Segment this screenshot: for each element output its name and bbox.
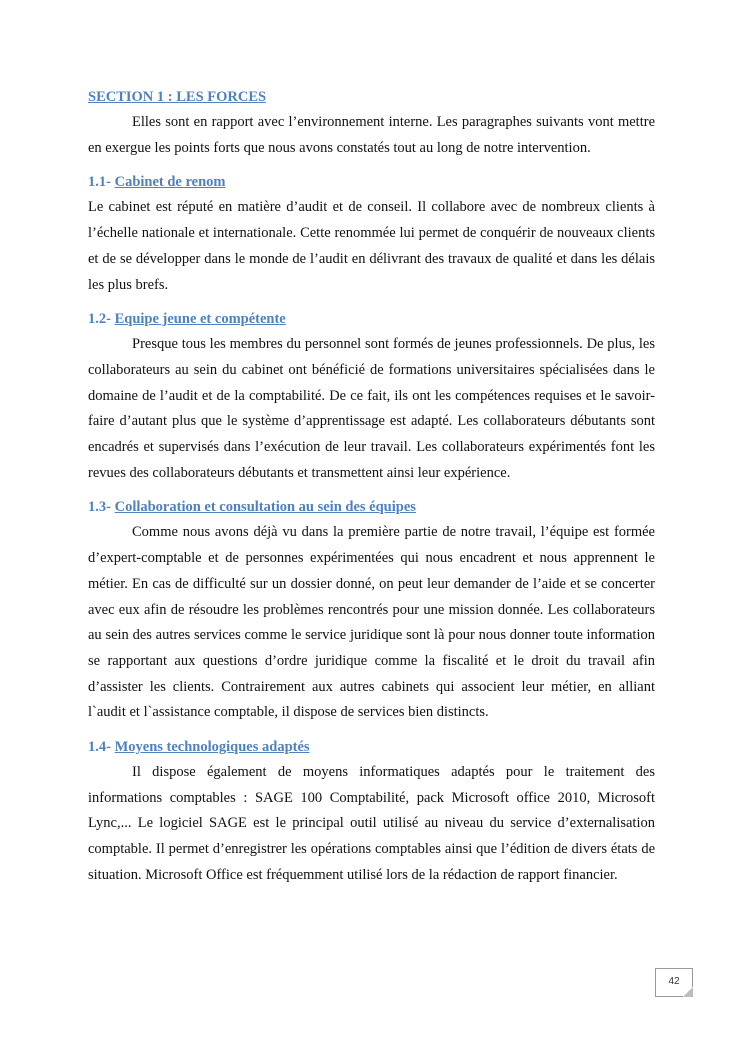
subsection-number: 1.3-: [88, 499, 111, 516]
subsection-heading-1-4: [88, 736, 655, 758]
subsection-title: Collaboration et consultation au sein des équipes: [114, 499, 416, 516]
subsection-number: 1.4-: [88, 739, 111, 756]
intro-paragraph: Elles sont en rapport avec l’environnement interne. Les paragraphes suivants vont mettre en exergue les points forts que nous avons constatés tout au long de notre intervention.: [88, 114, 655, 156]
document-page: [88, 86, 655, 889]
page-number: 42: [668, 976, 680, 987]
section-title: SECTION 1 : LES FORCES: [88, 89, 267, 105]
page-curl-icon: [683, 987, 693, 997]
subsection-number: 1.2-: [88, 311, 111, 328]
subsection-heading-1-3: [88, 496, 655, 518]
subsection-title: Cabinet de renom: [114, 174, 226, 191]
subsection-number: 1.1-: [88, 174, 111, 191]
subsection-heading-1-1: [88, 171, 655, 193]
subsection-title: Moyens technologiques adaptés: [114, 739, 310, 756]
subsection-title: Equipe jeune et compétente: [114, 311, 286, 328]
subsection-paragraph-1-2: Presque tous les membres du personnel sont formés de jeunes professionnels. De plus, les collaborateurs au sein du cabinet ont bénéficié de formations universitaires spécialisées dans le domaine de l’audit et de la comptabilité. De ce fait, ils ont les compétences requises et le savoir-faire d’autant plus que le système d’apprentissage est adapté. Les collaborateurs débutants sont encadrés et supervisés dans l’exécution de leur travail. Les collaborateurs expérimentés font les revues des collaborateurs débutants et transmettent ainsi leur expérience.: [88, 336, 655, 481]
subsection-paragraph-1-4: Il dispose également de moyens informatiques adaptés pour le traitement des informations comptables : SAGE 100 Comptabilité, pack Microsoft office 2010, Microsoft Lync,... Le logiciel SAGE est le principal outil utilisé au niveau du service d’externalisation comptable. Il permet d’enregistrer les opérations comptables ainsi que l’édition de divers états de situation. Microsoft Office est fréquemment utilisé lors de la rédaction de rapport financier.: [88, 764, 655, 883]
subsection-heading-1-2: [88, 308, 655, 330]
subsection-paragraph-1-3: Comme nous avons déjà vu dans la première partie de notre travail, l’équipe est formée d’expert-comptable et de personnes expérimentées qui nous encadrent et nous apprennent le métier. En cas de difficulté sur un dossier donné, on peut leur demander de l’aide et se concerter avec eux afin de résoudre les problèmes rencontrés pour une mission donnée. Les collaborateurs au sein des autres services comme le service juridique sont là pour nous donner toute information se rapportant aux questions d’ordre juridique comme la fiscalité et le droit du travail afin d’assister les clients. Contrairement aux autres cabinets qui associent leur métier, en alliant l`audit et l`assistance comptable, il dispose de services bien distincts.: [88, 524, 655, 721]
subsection-paragraph-1-1: Le cabinet est réputé en matière d’audit et de conseil. Il collabore avec de nombreux clients à l’échelle nationale et internationale. Cette renommée lui permet de conquérir de nouveaux clients et de se développer dans le monde de l’audit en délivrant des travaux de qualité et dans les délais les plus brefs.: [88, 199, 655, 293]
page-number-box: [655, 968, 693, 997]
